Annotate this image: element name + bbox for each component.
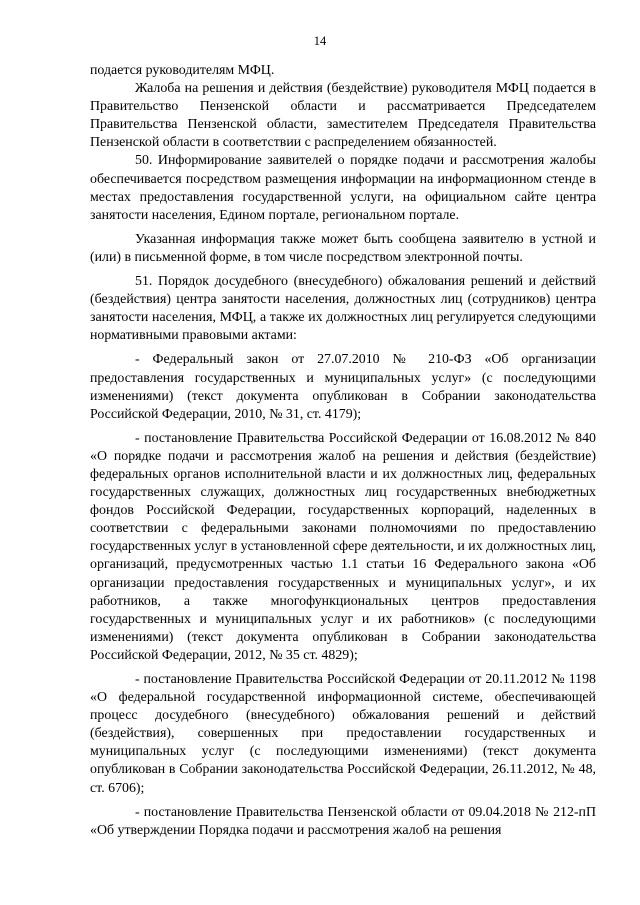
document-body: [90, 62, 596, 840]
paragraph-continuation: подается руководителям МФЦ.: [90, 63, 275, 78]
paragraph-complaint-mfc-head: Жалоба на решения и действия (бездействие) руководителя МФЦ подается в Правительство Пензенской области и рассматривается Председателем Правительства Пензенской области, заместителем Председателя Правительства Пензенской области в соответствии с распределением обязанностей.: [90, 81, 596, 151]
paragraph-resolution-1198: - постановление Правительства Российской Федерации от 20.11.2012 № 1198 «О федеральной государственной информационной системе, обеспечивающей процесс досудебного (внесудебного) обжалования решений и действий (бездействия), совершенных при предоставлении государственных и муниципальных услуг (с последующими изменениями) (текст документа опубликован в Собрании законодательства Российской Федерации, 26.11.2012, № 48, ст. 6706);: [90, 672, 596, 796]
paragraph-resolution-212-pp: - постановление Правительства Пензенской области от 09.04.2018 № 212-пП «Об утверждении Порядка подачи и рассмотрения жалоб на решения: [90, 804, 596, 838]
paragraph-50-informing: 50. Информирование заявителей о порядке подачи и рассмотрения жалобы обеспечивается посредством размещения информации на информационном стенде в местах предоставления государственной услуги, на официальном сайте центра занятости населения, Едином портале, региональном портале.: [90, 153, 596, 223]
paragraph-federal-law-210: - Федеральный закон от 27.07.2010 № 210-ФЗ «Об организации предоставления государственных и муниципальных услуг» (с последующими изменениями) (текст документа опубликован в Собрании законодательства Российской Федерации, 2010, № 31, ст. 4179);: [90, 352, 596, 422]
paragraph-51-procedure: 51. Порядок досудебного (внесудебного) обжалования решений и действий (бездействия) центра занятости населения, должностных лиц (сотрудников) центра занятости населения, МФЦ, а также их должностных лиц регулируется следующими нормативными правовыми актами:: [90, 274, 596, 344]
page-number: 14: [313, 34, 327, 48]
paragraph-info-communication: Указанная информация также может быть сообщена заявителю в устной и (или) в письменной форме, в том числе посредством электронной почты.: [90, 231, 596, 265]
paragraph-resolution-840: - постановление Правительства Российской Федерации от 16.08.2012 № 840 «О порядке подачи и рассмотрения жалоб на решения и действия (бездействие) федеральных органов исполнительной власти и их должностных лиц, федеральных государственных служащих, должностных лиц государственных внебюджетных фондов Российской Федерации, государственных корпораций, наделенных в соответствии с федеральными законами полномочиями по предоставлению государственных услуг в установленной сфере деятельности, и их должностных лиц, организаций, предусмотренных частью 1.1 статьи 16 Федерального закона «Об организации предоставления государственных и муниципальных услуг», и их работников, а также многофункциональных центров предоставления государственных и муниципальных услуг и их работников» (с последующими изменениями) (текст документа опубликован в Собрании законодательства Российской Федерации, 2012, № 35 ст. 4829);: [90, 430, 596, 663]
